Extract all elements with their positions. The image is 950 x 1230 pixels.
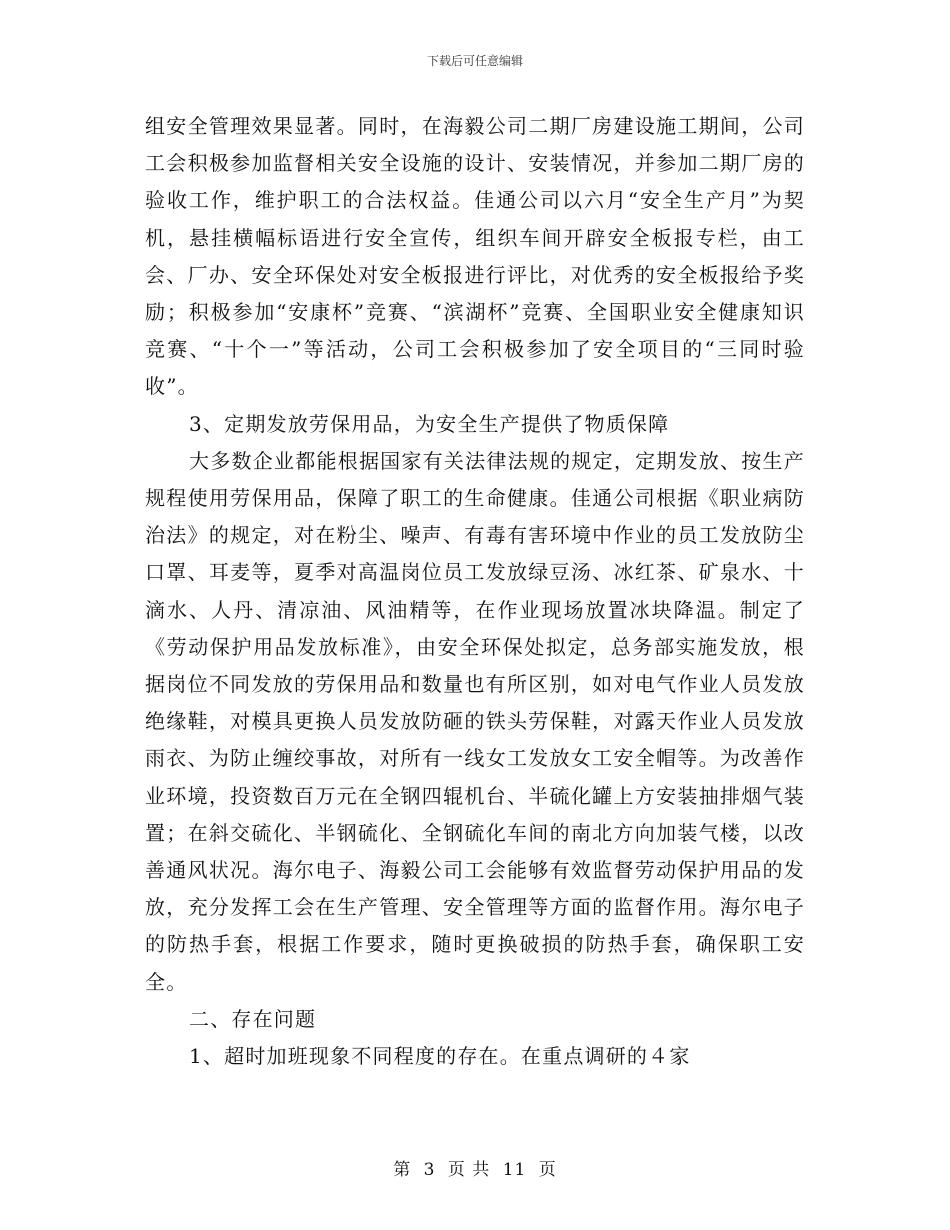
page-header-note: 下载后可任意编辑 [426, 54, 523, 68]
footer-prefix: 第 [393, 1160, 412, 1180]
paragraph-3: 大多数企业都能根据国家有关法律法规的规定，定期发放、按生产规程使用劳保用品，保障了职工的生命健康。佳通公司根据《职业病防治法》的规定，对在粉尘、噪声、有毒有害环境中作业的员工发放防尘口罩、耳麦等，夏季对高温岗位员工发放绿豆汤、冰红茶、矿泉水、十滴水、人丹、清凉油、风油精等，在作业现场放置冰块降温。制定了《劳动保护用品发放标准》，由安全环保处拟定，总务部实施发放，根据岗位不同发放的劳保用品和数量也有所区别，如对电气作业人员发放绝缘鞋，对模具更换人员发放防砸的铁头劳保鞋，对露天作业人员发放雨衣、为防止缠绞事故，对所有一线女工发放女工安全帽等。为改善作业环境，投资数百万元在全钢四辊机台、半硫化罐上方安装抽排烟气装置；在斜交硫化、半钢硫化、全钢硫化车间的南北方向加装气楼，以改善通风状况。海尔电子、海毅公司工会能够有效监督劳动保护用品的发放，充分发挥工会在生产管理、安全管理等方面的监督作用。海尔电子的防热手套，根据工作要求，随时更换破损的防热手套，确保职工安全。 [145, 448, 805, 994]
paragraph-4: 二、存在问题 [189, 1006, 317, 1031]
footer-total-pages: 11 [502, 1160, 527, 1180]
footer-suffix: 页 [538, 1160, 557, 1180]
paragraph-2: 3、定期发放劳保用品，为安全生产提供了物质保障 [189, 411, 670, 436]
paragraph-1: 组安全管理效果显著。同时，在海毅公司二期厂房建设施工期间，公司工会积极参加监督相关安全设施的设计、安装情况，并参加二期厂房的验收工作，维护职工的合法权益。佳通公司以六月“安全生产月”为契机，悬挂横幅标语进行安全宣传，组织车间开辟安全板报专栏，由工会、厂办、安全环保处对安全板报进行评比，对优秀的安全板报给予奖励；积极参加“安康杯”竞赛、“滨湖杯”竞赛、全国职业安全健康知识竞赛、“十个一”等活动，公司工会积极参加了安全项目的“三同时验收”。 [145, 114, 805, 399]
document-body [145, 108, 805, 1075]
footer-page-number: 3 [423, 1160, 436, 1180]
footer-middle: 页 共 [447, 1160, 491, 1180]
page-footer [0, 1155, 950, 1180]
paragraph-5: 1、超时加班现象不同程度的存在。在重点调研的４家 [189, 1044, 691, 1069]
